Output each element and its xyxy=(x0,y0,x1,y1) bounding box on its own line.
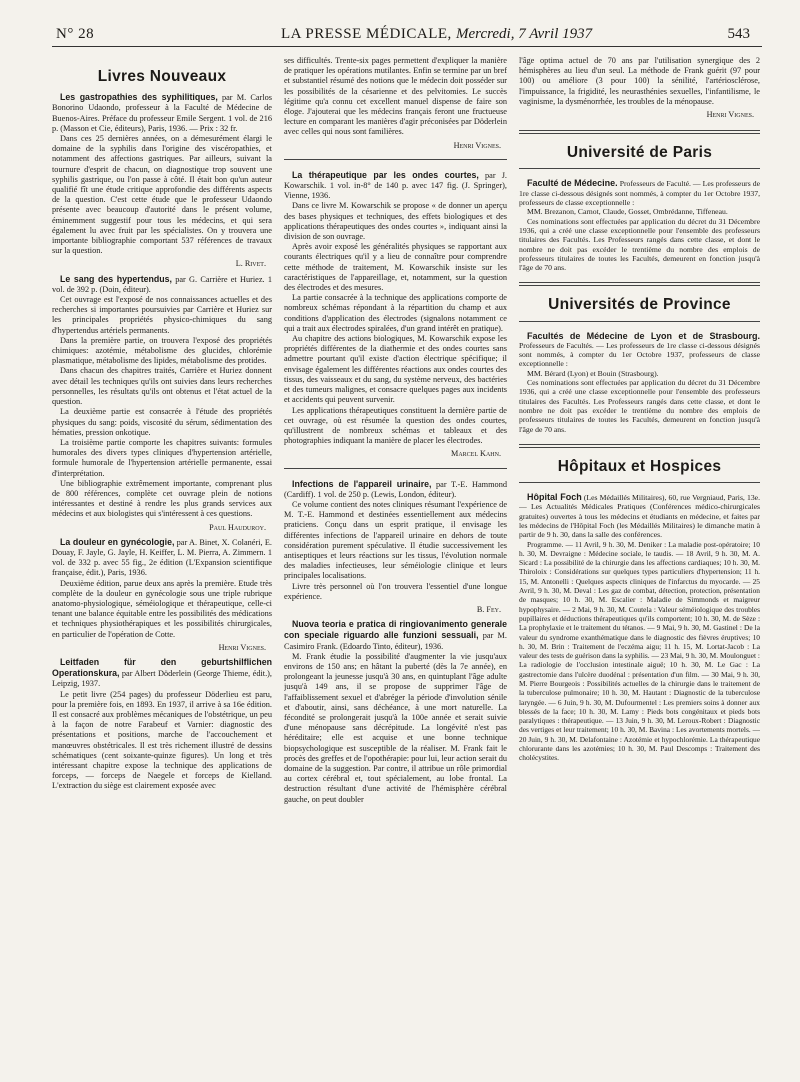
faculty-heading: Faculté de Médecine. xyxy=(527,178,618,189)
divider xyxy=(284,468,507,469)
header-rule xyxy=(52,46,762,47)
faculty-note: Ces nominations sont effectuées par application du décret du 31 Décembre 1936, qui a créé une classe exceptionnelle pour l'ensemble des professeurs titulaires des Facultés. Les Professeurs rangés dans cette classe, et dont le nombre ne doit pas excéder le trentième du nombre des emplois de professeurs titulaires de toutes les Facultés, demeurent en fonction jusqu'à l'âge de 70 ans. xyxy=(519,378,760,434)
section-title-livres: Livres Nouveaux xyxy=(97,68,227,85)
review-signature: L. Rivet. xyxy=(235,259,266,269)
review-heading xyxy=(284,619,507,652)
review-paragraph: La troisième partie comporte les chapitres suivants: formules humorales des divers types cliniques d'hypertension artérielle, formule humorale de l'hypertension artérielle permanente, essai d'interprétation. xyxy=(52,437,272,478)
faculty-notice xyxy=(519,332,760,369)
review-paragraph: M. Frank étudie la possibilité d'augmenter la vie jusqu'aux environs de 150 ans; en hâtant la puberté (dès la 7e année), en prolongeant la jeunesse jusqu'à 30 ans, en quintuplant l'âge adulte jusqu'à 149 ans, il se propose de supprimer l'âge de l'affaiblissement sexuel et d'abréger la période d'involution sénile et d'aboutir, ainsi, sans déchéance, à une mort naturelle. La fécondité se prolongerait jusqu'à la 100e année et serait suivie d'une ménopause sans décrépitude. La longévité n'est pas héréditaire; elle est acquise et une bonne technique biopsychologique est susceptible de la réaliser. M. Frank fait le procès des greffes et de l'opothérapie: pour lui, leur action serait du domaine de la suggestion. Par contre, il attribue un rôle primordial au cortex cérébral et, tout spécialement, au lobe frontal. La destruction résultant d'une activité de l'hémisphère cérébral gauche, on peut doubler xyxy=(284,651,507,804)
review-title: Nuova teoria e pratica di ringiovanimento generale con speciale riguardo alle funzioni sessuali, xyxy=(284,619,507,641)
hospital-notice xyxy=(519,493,760,539)
faculty-text: Professeurs de Faculté. — Les professeurs de 1re classe ci-dessous désignés sont nommés, à compter du 1er Octobre 1937, professeurs de classe exceptionnelle : xyxy=(519,179,760,208)
review-paragraph: Le petit livre (254 pages) du professeur Döderlieu est paru, pour la première fois, en 1893. En 1937, il arrive à sa 16e édition. Il est consacré aux problèmes mécaniques de l'obstétrique, un peu à la façon de notre Farabeuf et Varnier: diagnostic des présentations et positions, marche de l'accouchement et manœuvres obstétricales. Il est très richement illustré de dessins schématiques (cent soixante-quinze figures). Un long et très intéressant chapitre expose la technique des applications de forceps, — forceps de Naegele et forceps de Kielland. L'extraction du siège est clairement exposée avec xyxy=(52,689,272,791)
section-title-paris: Université de Paris xyxy=(566,144,713,162)
faculty-names: MM. Brezanon, Carnot, Claude, Gosset, Ombrédanne, Tiffeneau. xyxy=(527,207,728,217)
review-heading xyxy=(284,170,507,202)
review-meta: par T.-E. Hammond (Cardiff). 1 vol. de 250 p. (Lewis, London, éditeur). xyxy=(284,479,507,499)
section-title-province: Universités de Province xyxy=(548,296,731,314)
review-paragraph: Deuxième édition, parue deux ans après la première. Etude très complète de la douleur en gynécologie sous une triple rubrique anatomo-physiologique, séméiologique et thérapeutique, celle-ci tenant une balance équitable entre les possibilités des médications et techniques physiothérapiques et les possibilités chirurgicales, en particulier de l'opération de Cotte. xyxy=(52,578,272,639)
review-signature: Henri Vignes. xyxy=(218,642,266,652)
review-paragraph: Livre très personnel où l'on trouvera l'essentiel d'une longue expérience. xyxy=(284,581,507,601)
hospital-text: (Les Médaillés Militaires), 60, rue Vergniaud, Paris, 13e. — Les Actualités Médicales Pratiques (Conférences médico-chirurgicales gratuites) ouvertes à tous les médecins et étudiants en médecine, et faites par les médecins de l'Hôpital Foch (les Médaillés Militaires) le dimanche matin à partir de 9 h. 30, dans la salle des conférences. xyxy=(519,493,760,540)
faculty-notice xyxy=(519,179,760,207)
page-number: 543 xyxy=(727,26,750,42)
review-title: Leitfaden für den geburtshilflichen Operationskura, xyxy=(52,656,272,679)
divider xyxy=(519,282,760,286)
review-meta: par Albert Döderlein (George Thieme, édit.), Leipzig, 1937. xyxy=(52,669,272,689)
review-meta: par G. Carrière et Huriez. 1 vol. de 392 p. (Doin, éditeur). xyxy=(52,274,272,294)
review-heading xyxy=(52,92,272,134)
review-paragraph: La deuxième partie est consacrée à l'étude des propriétés physiques du sang: poids, viscosité du sérum, sédimentation des hématies, pression onkotique. xyxy=(52,407,272,437)
review-meta: par M. Carlos Bonorino Udaondo, professeur à la Faculté de Médecine de Buenos-Aires. Préface du professeur Emile Sergent. 1 vol. de 216 p. (Masson et Cie, éditeurs), Paris, 1936. — Prix : 32 fr. xyxy=(52,93,272,133)
review-paragraph: Au chapitre des actions biologiques, M. Kowarschik expose les propriétés différentes de la diathermie et des ondes courtes sans admettre pourtant qu'il existe d'action électrique spécifique; il envisage également les différentes réactions aux ondes courtes des tissus, des vaisseaux et du sang, du système nerveux, des bactéries et des tumeurs malignes, et consacre quelques pages aux incidents et accidents qui peuvent survenir. xyxy=(284,334,507,405)
review-paragraph: Ce volume contient des notes cliniques résumant l'expérience de M. T.-E. Hammond et destinées essentiellement aux médecins praticiens. Conçu dans un esprit pratique, il envisage les différentes infections de l'appareil urinaire en dehors de toute considération purement spéculative. Il étudie successivement les antiseptiques et leurs réactions sur les tissus, l'évolution normale des maladies infectieuses, leur séméiologie clinique et leurs principales localisations. xyxy=(284,499,507,581)
review-signature: Henri Vignes. xyxy=(706,110,754,120)
issue-date: Mercredi, 7 Avril 1937 xyxy=(456,26,593,42)
issue-number: N° 28 xyxy=(56,26,95,42)
review-signature: Henri Vignes. xyxy=(453,140,501,150)
divider xyxy=(519,321,760,322)
review-heading xyxy=(52,537,272,579)
journal-name: LA PRESSE MÉDICALE, xyxy=(281,26,452,42)
review-paragraph: Une bibliographie extrêmement importante, comprenant plus de 800 références, complète cet ouvrage plein de notions intéressantes et destiné à rendre les plus grands services aux médecins et aux biologistes qui s'intéressent à ces questions. xyxy=(52,478,272,519)
review-meta: par J. Kowarschik. 1 vol. in-8° de 140 p. avec 147 fig. (J. Springer), Vienne, 1936. xyxy=(284,170,507,201)
review-paragraph: Les applications thérapeutiques constituent la dernière partie de cet ouvrage, où est résumée la question des ondes courtes, qu'illustrent de nombreux schémas et tableaux et des photographies indiquant la manière de placer les électrodes. xyxy=(284,405,507,446)
review-title: La thérapeutique par les ondes courtes, xyxy=(292,169,479,180)
review-heading xyxy=(52,274,272,295)
section-title-hopitaux: Hôpitaux et Hospices xyxy=(557,457,722,475)
review-heading xyxy=(52,657,272,690)
review-meta: par M. Casimiro Frank. (Edoardo Tinto, éditeur), 1936. xyxy=(284,631,507,651)
faculty-names: MM. Bérard (Lyon) et Bouin (Strasbourg). xyxy=(527,368,659,378)
divider xyxy=(519,130,760,134)
review-signature: Marcel Kahn. xyxy=(451,449,501,459)
faculty-text: Professeurs de Facultés. — Les professeurs de 1re classe ci-dessous désignés sont nommés, à compter du 1er Octobre 1937, professeurs de classe exceptionnelle : xyxy=(519,340,760,369)
review-signature: B. Fey. xyxy=(476,604,501,614)
review-paragraph: Dans chacun des chapitres traités, Carrière et Huriez donnent avec détail les techniques qu'ils ont suivies dans leurs recherches personnelles, les résultats qu'ils ont obtenus et l'état actuel de la question. xyxy=(52,366,272,407)
review-title: La douleur en gynécologie, xyxy=(60,536,175,547)
review-paragraph: Cet ouvrage est l'exposé de nos connaissances actuelles et des recherches si importantes poursuivies par Carrière et Huriez sur les principales propriétés physico-chimiques du sang d'hypertendus artériels permanents. xyxy=(52,295,272,335)
review-paragraph: Dans ces 25 dernières années, on a démesurément élargi le domaine de la syphilis dans l'origine des viscéropathies, et notamment des affections gastriques. Par ailleurs, suivant la tournure d'esprit de chacun, on diagnostique trop souvent une syphilis gastrique, ou l'on passe à côté. Il était bon qu'un auteur qualifié fît une étude critique approfondie des différents aspects de la question. C'est cette étude que le professeur Udaondo présente avec beaucoup d'autorité dans le présent volume, éminemment suggestif pour tous les médecins, et qui sera également lu avec fruit par les spécialistes. On y trouvera une importante bibliographie comportant 537 références de travaux sur la question. xyxy=(52,134,272,256)
review-title: Les gastropathies des syphilitiques, xyxy=(60,92,218,103)
column-3 xyxy=(519,56,760,1066)
review-signature: Paul Hauduroy. xyxy=(209,522,266,532)
divider xyxy=(284,159,507,160)
review-title: Infections de l'appareil urinaire, xyxy=(292,478,432,489)
divider xyxy=(519,444,760,448)
review-title: Le sang des hypertendus, xyxy=(60,273,172,284)
review-paragraph: La partie consacrée à la technique des applications comporte de nombreux schémas répondant à la répartition du champ et aux conditions d'application des électrodes (signalons notamment ce qui a trait aux électrodes spiralées, d'un grand intérêt en pratique). xyxy=(284,293,507,333)
column-1 xyxy=(52,56,272,1066)
review-paragraph: Dans la première partie, on trouvera l'exposé des propriétés chimiques: azotémie, métabolisme des glucides, chlorémie plasmatique, métabolisme des lipides, métabolisme des protides. xyxy=(52,335,272,366)
conference-program: Programme. — 11 Avril, 9 h. 30, M. Deniker : La maladie post-opératoire; 10 h. 30, M. Devraigne : Médecine sociale, le taudis. — 18 Avril, 9 h. 30, M. A. Sicard : La possibilité de la chirurgie dans les affections cardiaques; 10 h. 30, M. Thiroloix : Considérations sur quelques types particuliers d'hypertension; 11 h. 15, M. Antonelli : Quelques aspects cliniques de l'infarctus du myocarde. — 25 Avril, 9 h. 30, M. Deval : Les gaz de combat, détection, protection, présentation de masques; 10 h. 30, M. Escalier : Maladie de Simmonds et maigreur hypophysaire. — 2 Mai, 9 h. 30, M. Coutela : Valeur séméiologique des troubles pupillaires et déductions thérapeutiques qu'ils comportent; 10 h. 30, M. de Sèze : La prophylaxie et le traitement du tétanos. — 9 Mai, 9 h. 30, M. Gastinel : De la valeur du syndrome exanthématique dans le diagnostic des fièvres éruptives; 10 h. 30, M. Brin : Traitement de l'eczéma aigu; 11 h. 15, M. Lortat-Jacob : La valeur des tests de guérison dans la syphilis. — 23 Mai, 9 h. 30, M. Moulonguet : La radiologie de l'occlusion intestinale aiguë; 10 h. 30, M. Le Gac : La gastrectomie dans l'ulcère duodénal : présentation d'un film. — 30 Mai, 9 h. 30, M. Pierre Bourgeois : Possibilités actuelles de la chirurgie dans le traitement de la tuberculose pulmonaire; 10 h. 30, M. Hautant : Diagnostic de la tuberculose laryngée. — 6 Juin, 9 h. 30, M. Dufourmentel : Les premiers soins à donner aux blessés de la face; 10 h. 30, M. Lamy : Pieds bots congénitaux et pieds bots paralytiques : thérapeutique. — 13 Juin, 9 h. 30, M. Leroux-Robert : Diagnostic des vertiges et leur traitement; 10 h. 30, M. Bavina : Les avortements mortels. — 20 Juin, 9 h. 30, M. Delafontaine : Azotémie et hypochlorémie. La thérapeutique chlorurante dans les azotémies; 10 h. 30, M. Paul Descomps : Traitement des cholécystites. xyxy=(519,539,760,763)
review-paragraph: ses difficultés. Trente-six pages permettent d'expliquer la manière de pratiquer les opérations mutilantes. Enfin se termine par un bref et substantiel résumé des notions que le médecin doit posséder sur les possibilités de la césarienne et des pelvitomies. Le succès légitime qu'a connu cet excellent manuel dispense de faire son éloge. J'ajouterai que les médecins français feront une fructueuse lecture en comparant les manières d'agir préconisées par Döderlein avec celles qui nous sont familières. xyxy=(284,56,507,137)
review-paragraph: Dans ce livre M. Kowarschik se propose « de donner un aperçu des bases physiques et techniques, des effets biologiques et des applications thérapeutiques des ondes courtes », indiquant ainsi la division de son ouvrage. xyxy=(284,201,507,242)
faculty-note: Ces nominations sont effectuées par application du décret du 31 Décembre 1936, qui a créé une classe exceptionnelle pour l'ensemble des professeurs titulaires des Facultés. Les Professeurs rangés dans cette classe, et dont le nombre ne doit pas excéder le trentième du nombre des emplois de professeurs titulaires de toutes les Facultés, demeurent en fonction jusqu'à l'âge de 70 ans. xyxy=(519,216,760,273)
divider xyxy=(519,168,760,169)
review-paragraph: l'âge optima actuel de 70 ans par l'utilisation synergique des 2 hémisphères au lieu d'un seul. La méthode de Frank guérit (97 pour 100) ou améliore (3 pour 100) la sénilité, l'artériosclérose, l'impuissance, la frigidité, les neurasthénies sexuelles, l'infantilisme, le vaginisme, la dysménorrhée, les troubles de la ménopause. xyxy=(519,56,760,106)
review-meta: par A. Binet, X. Colanéri, E. Douay, F. Jayle, G. Jayle, H. Keiffer, L. M. Pierra, A. Zimmern. 1 vol. de 332 p. avec 55 fig., 2e édition (L'Expansion scientifique française, édit.), Paris, 1936. xyxy=(52,537,272,578)
faculty-heading: Facultés de Médecine de Lyon et de Strasbourg. xyxy=(527,330,760,341)
journal-title xyxy=(281,26,592,43)
divider xyxy=(519,482,760,483)
review-paragraph: Après avoir exposé les généralités physiques se rapportant aux courants électriques qu'il y a lieu de connaître pour comprendre cette méthode de traitement, M. Kowarschik insiste sur les caractéristiques de l'appareillage, et, notamment, sur la question des électrodes et des mesures. xyxy=(284,242,507,293)
review-heading xyxy=(284,479,507,500)
hospital-heading: Hôpital Foch xyxy=(527,492,582,503)
column-2 xyxy=(284,56,507,1066)
